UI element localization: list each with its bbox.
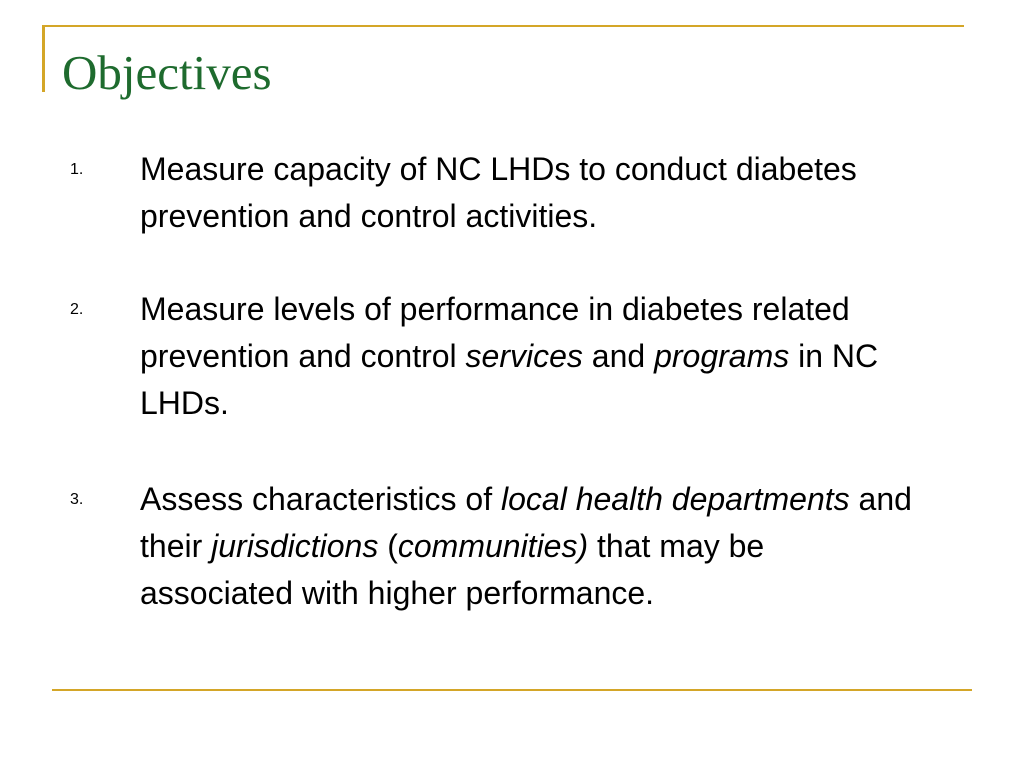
text-run: and — [582, 338, 655, 374]
emphasized-text: jurisdictions — [211, 528, 379, 564]
objective-text — [140, 286, 920, 427]
objective-number: 3. — [70, 491, 84, 508]
text-run: Measure levels of performance in diabetes related prevention and control — [140, 291, 850, 374]
emphasized-text: local health departments — [501, 481, 850, 517]
bottom-rule — [52, 689, 972, 691]
frame-top-rule — [42, 25, 964, 27]
objective-number: 1. — [70, 161, 84, 178]
text-run: Measure capacity of NC LHDs to conduct diabetes prevention and control activities. — [140, 151, 857, 234]
text-run: Assess characteristics of — [140, 481, 501, 517]
frame-left-rule — [42, 25, 45, 92]
text-run: and their — [140, 481, 912, 564]
text-run: ( — [378, 528, 398, 564]
text-run: in NC LHDs. — [140, 338, 879, 421]
objective-text — [140, 146, 920, 240]
text-run: that may be associated with higher performance. — [140, 528, 765, 611]
emphasized-text: programs — [654, 338, 790, 374]
slide-title: Objectives — [62, 45, 272, 100]
objective-number: 2. — [70, 301, 84, 318]
emphasized-text: communities) — [397, 528, 589, 564]
emphasized-text: services — [465, 338, 583, 374]
objective-text — [140, 476, 920, 617]
